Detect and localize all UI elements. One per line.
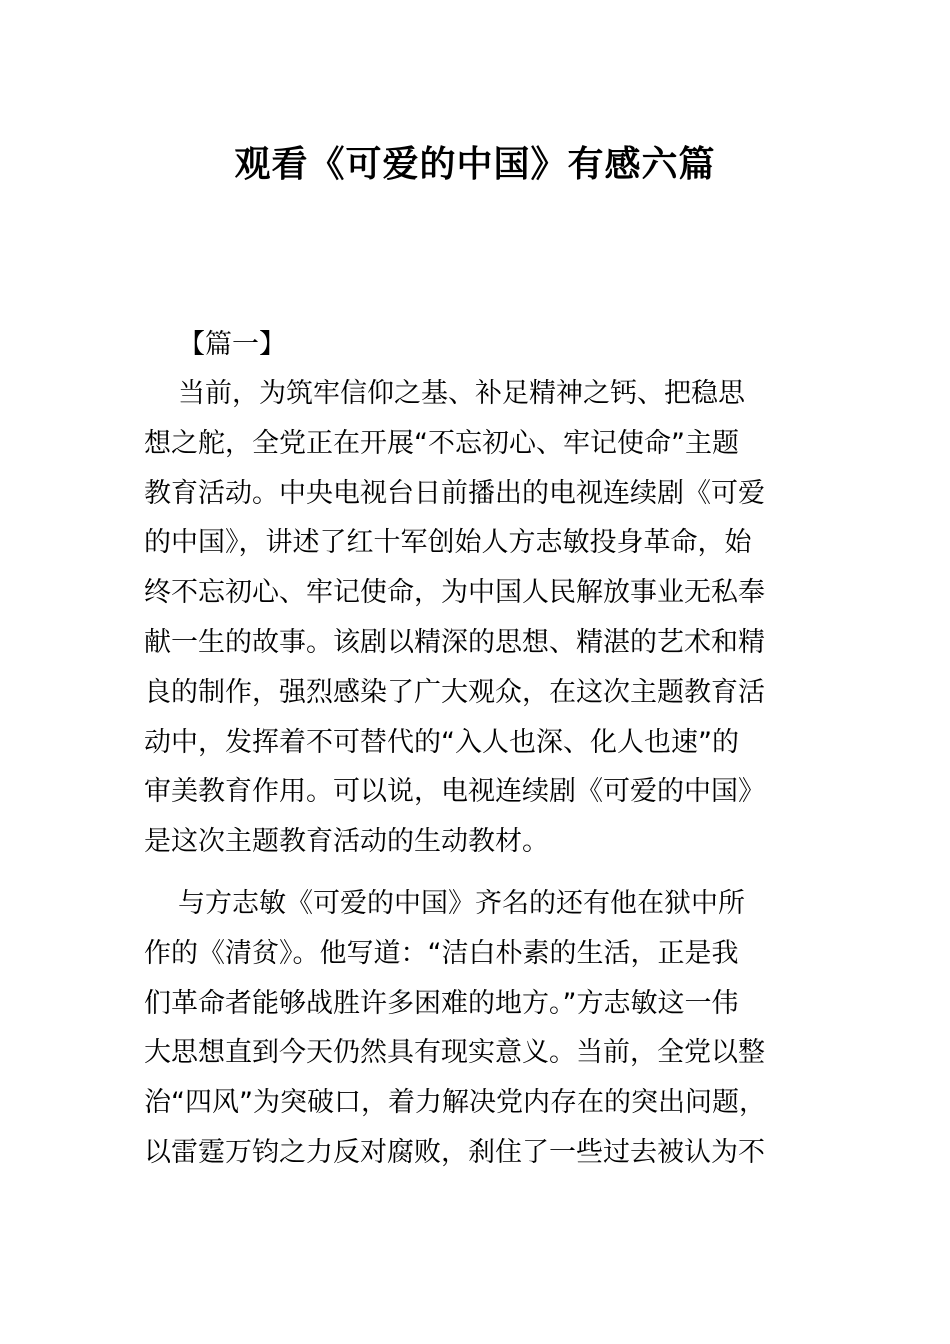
- paragraph-line: 当前，为筑牢信仰之基、补足精神之钙、把稳思: [178, 378, 745, 409]
- paragraph-line: 是这次主题教育活动的生动教材。: [144, 826, 549, 858]
- paragraph-line: 良的制作，强烈感染了广大观众，在这次主题教育活: [144, 676, 765, 708]
- paragraph-line: 动中，发挥着不可替代的“入人也深、化人也速”的: [144, 726, 739, 758]
- paragraph-line: 作的《清贫》。他写道：“洁白朴素的生活，正是我: [144, 937, 739, 969]
- paragraph-line: 们革命者能够战胜许多困难的地方。”方志敏这一伟: [144, 987, 739, 1019]
- paragraph-line: 治“四风”为突破口，着力解决党内存在的突出问题，: [144, 1087, 766, 1119]
- paragraph-line: 想之舵，全党正在开展“不忘初心、牢记使命”主题: [144, 427, 739, 459]
- paragraph-line: 献一生的故事。该剧以精深的思想、精湛的艺术和精: [144, 626, 765, 658]
- section-label: 【篇一】: [178, 329, 286, 360]
- paragraph-1: [144, 369, 824, 867]
- paragraph-line: 教育活动。中央电视台日前播出的电视连续剧《可爱: [144, 477, 765, 509]
- paragraph-line: 以雷霆万钧之力反对腐败，刹住了一些过去被认为不: [144, 1136, 765, 1168]
- paragraph-line: 的中国》，讲述了红十军创始人方志敏投身革命，始: [144, 527, 752, 559]
- document-title: 观看《可爱的中国》有感六篇: [234, 144, 716, 185]
- paragraph-line: 与方志敏《可爱的中国》齐名的还有他在狱中所: [178, 888, 745, 919]
- paragraph-line: 终不忘初心、牢记使命，为中国人民解放事业无私奉: [144, 577, 765, 609]
- paragraph-line: 审美教育作用。可以说，电视连续剧《可爱的中国》: [144, 776, 765, 808]
- paragraph-2: [144, 879, 824, 1178]
- paragraph-line: 大思想直到今天仍然具有现实意义。当前，全党以整: [144, 1037, 765, 1069]
